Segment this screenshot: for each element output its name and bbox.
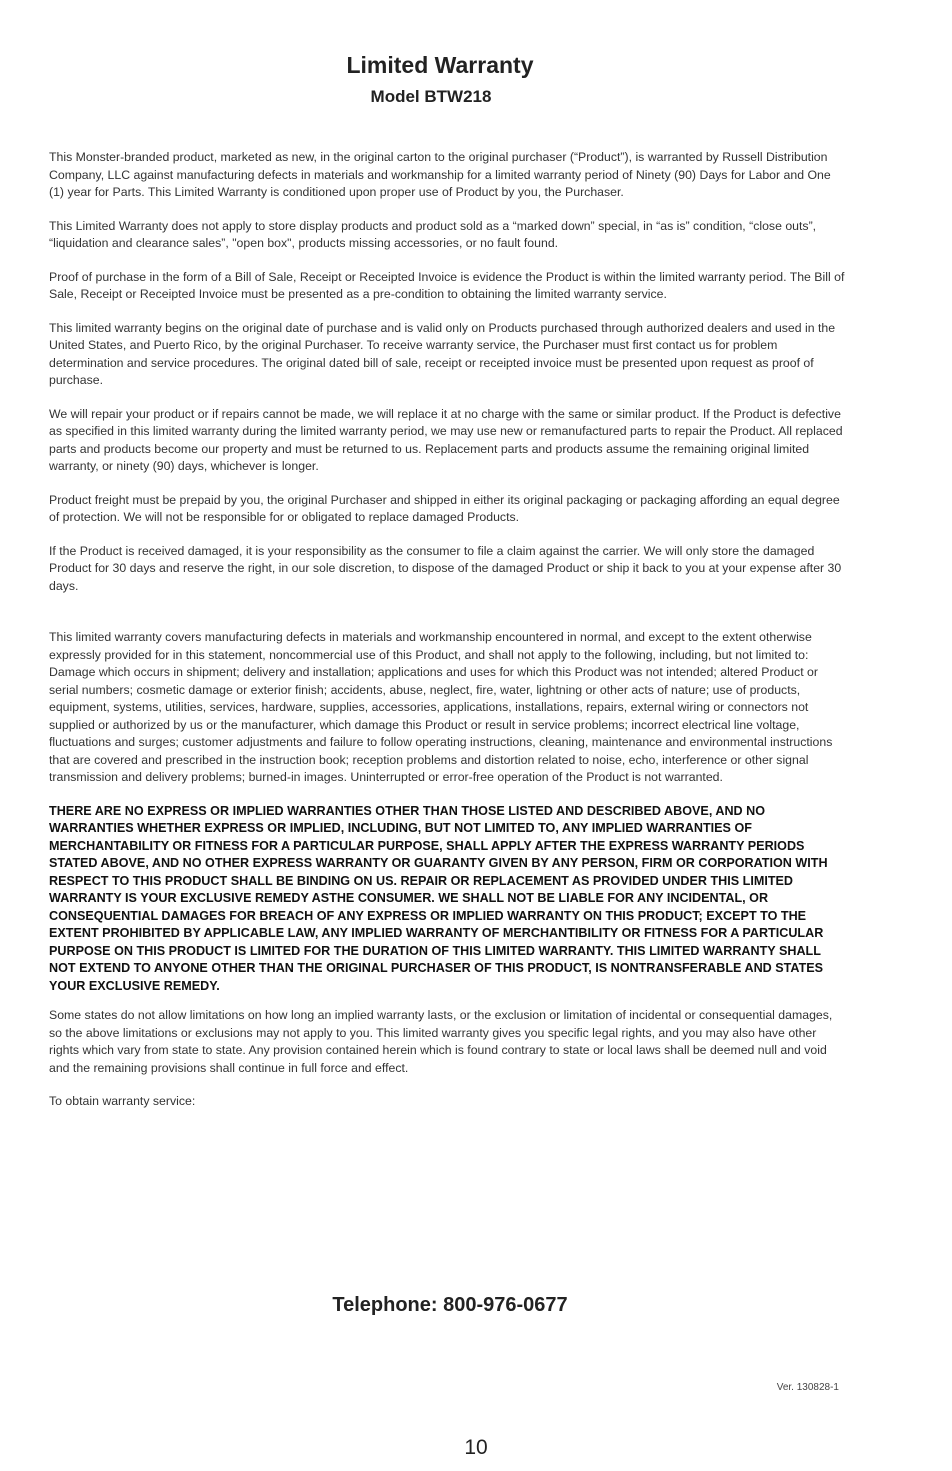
paragraph-proof-of-purchase: Proof of purchase in the form of a Bill of Sale, Receipt or Receipted Invoice is evidence the Product is within the limited warranty period. The Bill of Sale, Receipt or Receipted Invoice must be presented as a pre-condition to obtaining the limited warranty service. (49, 269, 845, 301)
page-number: 10 (464, 1436, 488, 1459)
telephone-number: Telephone: 800-976-0677 (332, 1294, 568, 1316)
paragraph-warranty-start: This limited warranty begins on the original date of purchase and is valid only on Products purchased through authorized dealers and used in the United States, and Puerto Rico, by the original Purchaser. To receive warranty service, the Purchaser must first contact us for problem determination and service procedures. The original dated bill of sale, receipt or receipted invoice must be presented upon request as proof of purchase. (49, 320, 836, 387)
version-label: Ver. 130828-1 (776, 1382, 839, 1393)
warranty-body (49, 149, 847, 1127)
paragraph-coverage-limits: This limited warranty covers manufacturing defects in materials and workmanship encountered in normal, and except to the extent otherwise expressly provided for in this statement, noncommercial use of this Product, and shall not apply to the following, including, but not limited to: Damage which occurs in shipment; delivery and installation; applications and uses for which this Product was not intended; altered Product or serial numbers; cosmetic damage or exterior finish; accidents, abuse, neglect, fire, water, lightning or other acts of nature; use of products, equipment, systems, utilities, services, hardware, supplies, accessories, applications, installations, repairs, external wiring or connectors not supplied or authorized by us or the manufacturer, which damage this Product or result in service problems; incorrect electrical line voltage, fluctuations and surges; customer adjustments and failure to follow operating instructions, cleaning, maintenance and environmental instructions that are covered and prescribed in the instruction book; reception problems and distortion related to noise, echo, interference or other signal transmission and delivery problems; burned-in images. Uninterrupted or error-free operation of the Product is not warranted. (49, 630, 833, 784)
service-intro: To obtain warranty service: (49, 1094, 196, 1108)
paragraph-exclusions-store: This Limited Warranty does not apply to store display products and product sold as a “marked down” special, in “as is” condition, “close outs”, “liquidation and clearance sales”, "open box", products missing accessories, or no fault found. (49, 218, 817, 250)
paragraph-freight: Product freight must be prepaid by you, the original Purchaser and shipped in either its original packaging or packaging affording an equal degree of protection. We will not be responsible for or obligated to replace damaged Products. (49, 492, 840, 524)
paragraph-repair-replace: We will repair your product or if repairs cannot be made, we will replace it at no charge with the same or similar product. If the Product is defective as specified in this limited warranty during the limited warranty period, we may use new or remanufactured parts to repair the Product. All replaced parts and products become our property and must be returned to us. Replacement parts and products assume the remaining original limited warranty, or ninety (90) days, whichever is longer. (49, 406, 843, 473)
paragraph-coverage: This Monster-branded product, marketed as new, in the original carton to the original purchaser (“Product”), is warranted by Russell Distribution Company, LLC against manufacturing defects in materials and workmanship for a limited warranty period of Ninety (90) Days for Labor and One (1) year for Parts. This Limited Warranty is conditioned upon proper use of Product by you, the Purchaser. (49, 150, 831, 199)
paragraph-state-rights: Some states do not allow limitations on how long an implied warranty lasts, or the exclusion or limitation of incidental or consequential damages, so the above limitations or exclusions may not apply to you. This limited warranty gives you specific legal rights, and you may also have other rights which vary from state to state. Any provision contained herein which is found contrary to state or local laws shall be deemed null and void and the remaining provisions shall continue in full force and effect. (49, 1008, 833, 1075)
disclaimer-paragraph: THERE ARE NO EXPRESS OR IMPLIED WARRANTIES OTHER THAN THOSE LISTED AND DESCRIBED ABOVE, AND NO WARRANTIES WHETHER EXPRESS OR IMPLIED, INCLUDING, BUT NOT LIMITED TO, ANY IMPLIED WARRANTIES OF MERCHANTABILITY OR FITNESS FOR A PARTICULAR PURPOSE, SHALL APPLY AFTER THE EXPRESS WARRANTY PERIODS STATED ABOVE, AND NO OTHER EXPRESS WARRANTY OR GUARANTY GIVEN BY ANY PERSON, FIRM OR CORPORATION WITH RESPECT TO THIS PRODUCT SHALL BE BINDING ON US. REPAIR OR REPLACEMENT AS PROVIDED UNDER THIS LIMITED WARRANTY IS YOUR EXCLUSIVE REMEDY ASTHE CONSUMER. WE SHALL NOT BE LIABLE FOR ANY INCIDENTAL, OR CONSEQUENTIAL DAMAGES FOR BREACH OF ANY EXPRESS OR IMPLIED WARRANTY ON THIS PRODUCT; EXCEPT TO THE EXTENT PROHIBITED BY APPLICABLE LAW, ANY IMPLIED WARRANTY OF MERCHANTIBILITY OR FITNESS FOR A PARTICULAR PURPOSE ON THIS PRODUCT IS LIMITED FOR THE DURATION OF THIS LIMITED WARRANTY. THIS LIMITED WARRANTY SHALL NOT EXTEND TO ANYONE OTHER THAN THE ORIGINAL PURCHASER OF THIS PRODUCT, IS NONTRANSFERABLE AND STATES YOUR EXCLUSIVE REMEDY. (49, 803, 828, 993)
model-subtitle: Model BTW218 (370, 87, 492, 106)
paragraph-damaged-product: If the Product is received damaged, it is your responsibility as the consumer to file a claim against the carrier. We will only store the damaged Product for 30 days and reserve the right, in our sole discretion, to dispose of the damaged Product or ship it back to you at your expense after 30 days. (49, 543, 842, 593)
page-title: Limited Warranty (346, 52, 534, 78)
